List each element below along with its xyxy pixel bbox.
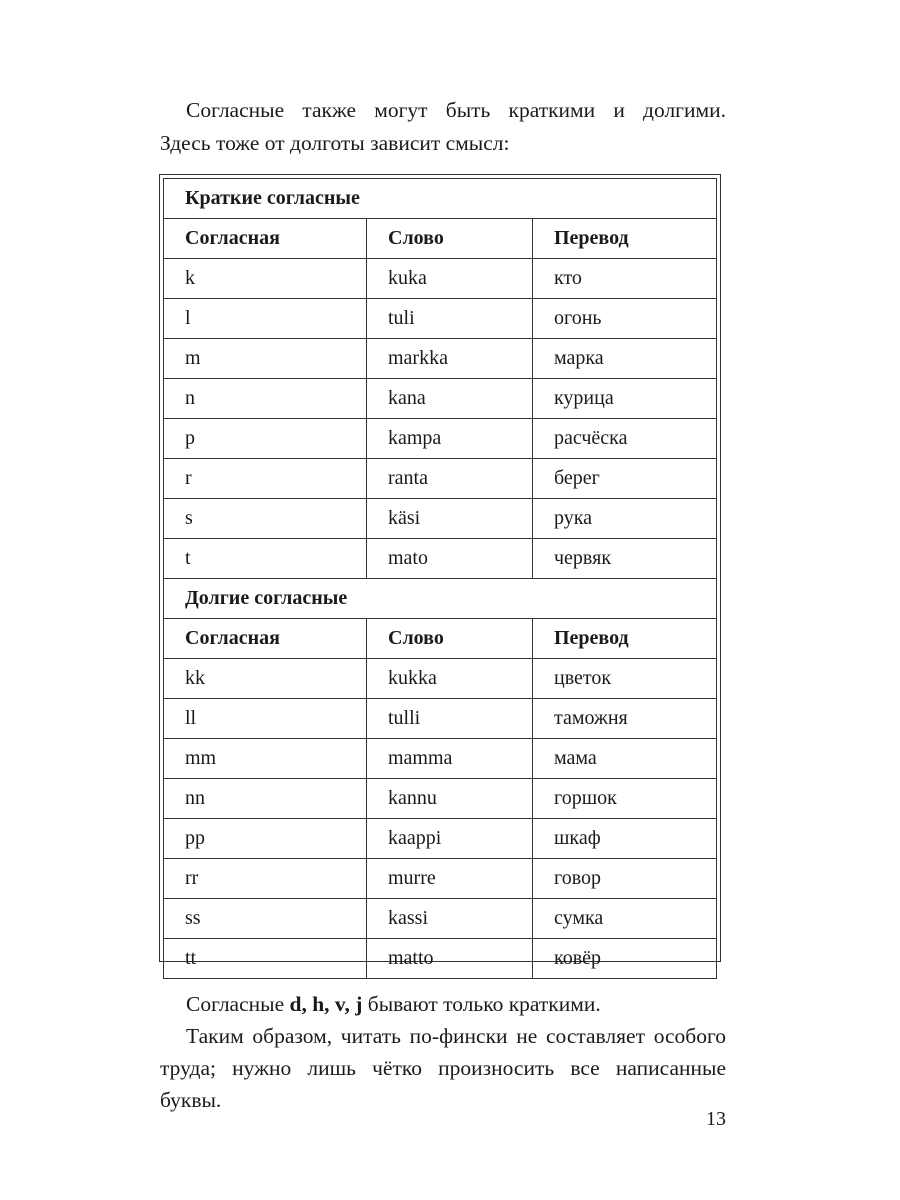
consonants-table-frame <box>159 174 721 969</box>
intro-paragraph <box>160 94 726 160</box>
outro-p1-letters: d, h, v, j <box>289 992 363 1016</box>
cell-word: kuka <box>367 259 533 299</box>
outro-p1-prefix: Согласные <box>186 992 285 1016</box>
table-row <box>164 539 717 579</box>
cell-translation: цветок <box>533 659 717 699</box>
cell-word: kannu <box>367 779 533 819</box>
consonants-table-body <box>164 179 717 979</box>
column-header-consonant: Согласная <box>164 619 367 659</box>
cell-word: tuli <box>367 299 533 339</box>
cell-consonant: s <box>164 499 367 539</box>
cell-word: matto <box>367 939 533 979</box>
table-row <box>164 739 717 779</box>
section-title-short: Краткие согласные <box>164 179 717 219</box>
table-row <box>164 699 717 739</box>
cell-translation: кто <box>533 259 717 299</box>
cell-translation: мама <box>533 739 717 779</box>
cell-translation: говор <box>533 859 717 899</box>
outro-paragraph-2: Таким образом, читать по-фински не составляет особого труда; нужно лишь чётко произносить все написанные буквы. <box>160 1024 726 1112</box>
outro-p1-suffix: бывают только краткими. <box>367 992 601 1016</box>
column-header-word: Слово <box>367 619 533 659</box>
cell-word: mato <box>367 539 533 579</box>
cell-consonant: n <box>164 379 367 419</box>
table-row <box>164 859 717 899</box>
cell-consonant: t <box>164 539 367 579</box>
outro-text <box>160 988 726 1116</box>
cell-word: mamma <box>367 739 533 779</box>
cell-consonant: l <box>164 299 367 339</box>
page-number: 13 <box>706 1108 726 1130</box>
cell-consonant: nn <box>164 779 367 819</box>
cell-translation: рука <box>533 499 717 539</box>
cell-word: markka <box>367 339 533 379</box>
intro-line-2: Здесь тоже от долготы зависит смысл: <box>160 131 510 155</box>
cell-word: ranta <box>367 459 533 499</box>
cell-consonant: tt <box>164 939 367 979</box>
header-row-long <box>164 619 717 659</box>
table-row <box>164 379 717 419</box>
cell-word: kaappi <box>367 819 533 859</box>
cell-word: kana <box>367 379 533 419</box>
cell-translation: курица <box>533 379 717 419</box>
cell-consonant: p <box>164 419 367 459</box>
cell-translation: расчёска <box>533 419 717 459</box>
cell-translation: огонь <box>533 299 717 339</box>
cell-consonant: ss <box>164 899 367 939</box>
cell-consonant: rr <box>164 859 367 899</box>
column-header-translation: Перевод <box>533 619 717 659</box>
table-row <box>164 899 717 939</box>
section-title-long: Долгие согласные <box>164 579 717 619</box>
table-row <box>164 459 717 499</box>
cell-consonant: m <box>164 339 367 379</box>
cell-consonant: mm <box>164 739 367 779</box>
header-row-short <box>164 219 717 259</box>
section-row-short <box>164 179 717 219</box>
cell-translation: берег <box>533 459 717 499</box>
cell-consonant: ll <box>164 699 367 739</box>
table-row <box>164 779 717 819</box>
cell-translation: горшок <box>533 779 717 819</box>
column-header-consonant: Согласная <box>164 219 367 259</box>
table-row <box>164 819 717 859</box>
cell-word: käsi <box>367 499 533 539</box>
cell-consonant: r <box>164 459 367 499</box>
section-row-long <box>164 579 717 619</box>
table-row <box>164 659 717 699</box>
cell-word: tulli <box>367 699 533 739</box>
table-row <box>164 499 717 539</box>
cell-consonant: kk <box>164 659 367 699</box>
column-header-word: Слово <box>367 219 533 259</box>
cell-word: kampa <box>367 419 533 459</box>
cell-translation: шкаф <box>533 819 717 859</box>
cell-word: kukka <box>367 659 533 699</box>
consonants-table <box>163 178 717 979</box>
table-row <box>164 419 717 459</box>
cell-translation: червяк <box>533 539 717 579</box>
cell-consonant: pp <box>164 819 367 859</box>
cell-consonant: k <box>164 259 367 299</box>
intro-line-1: Согласные также могут быть краткими и долгими. <box>186 98 726 122</box>
cell-translation: ковёр <box>533 939 717 979</box>
table-row <box>164 339 717 379</box>
cell-word: kassi <box>367 899 533 939</box>
cell-translation: марка <box>533 339 717 379</box>
cell-translation: сумка <box>533 899 717 939</box>
cell-translation: таможня <box>533 699 717 739</box>
table-row <box>164 299 717 339</box>
outro-paragraph-1 <box>160 988 726 1020</box>
column-header-translation: Перевод <box>533 219 717 259</box>
cell-word: murre <box>367 859 533 899</box>
table-row <box>164 939 717 979</box>
table-row <box>164 259 717 299</box>
